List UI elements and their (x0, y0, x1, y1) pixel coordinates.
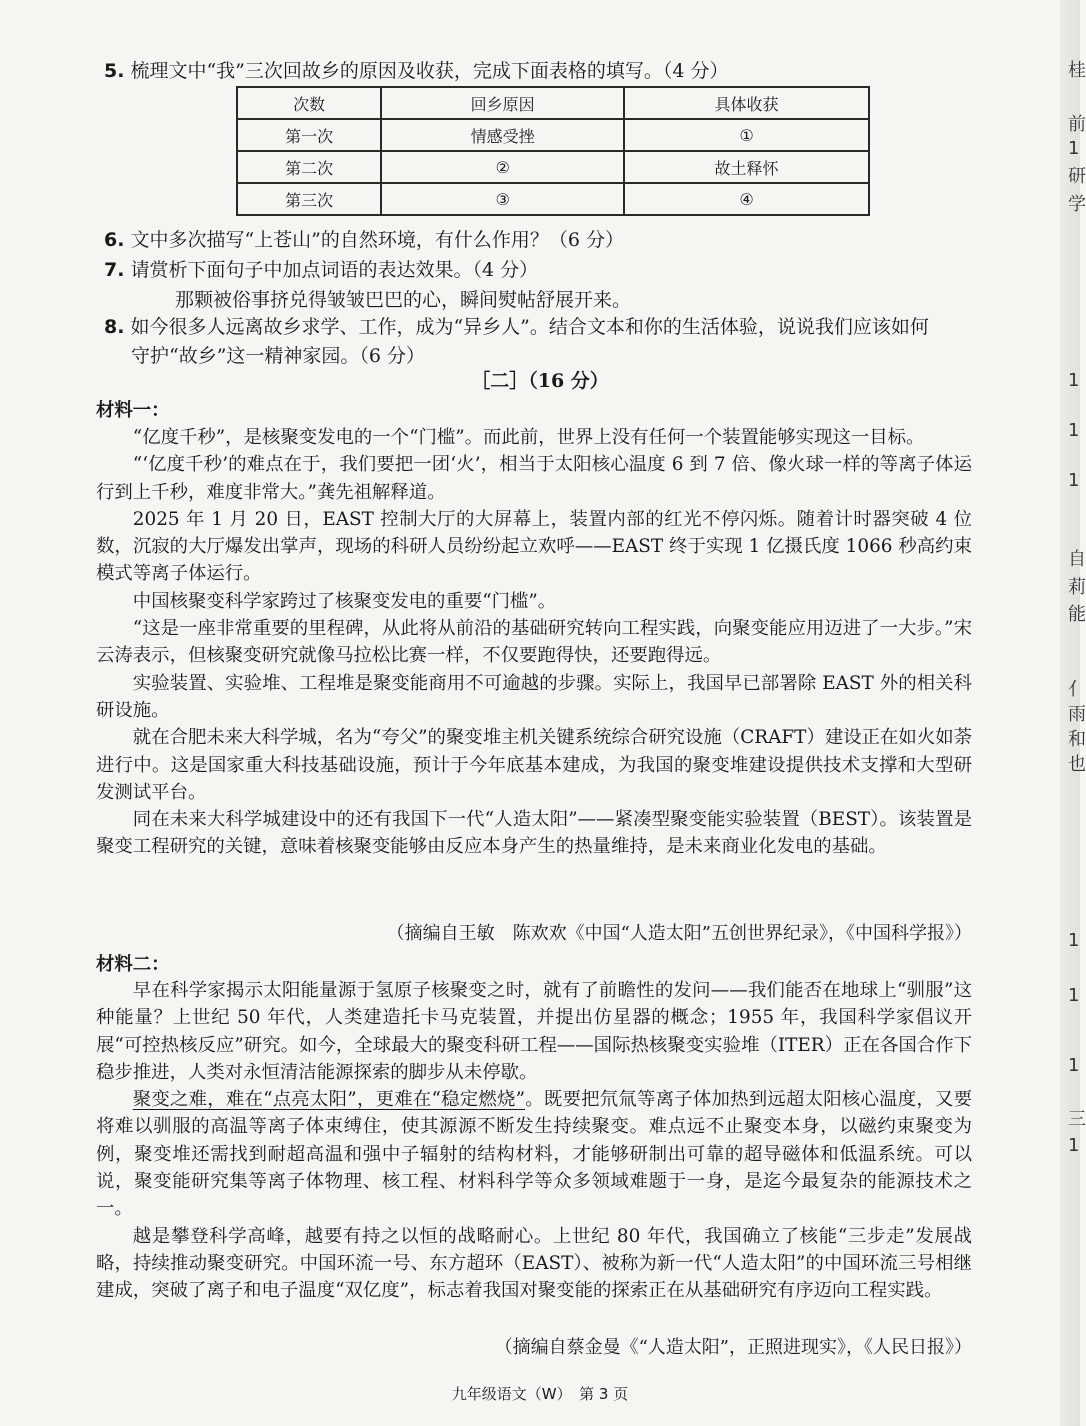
edge-char: 1 (1068, 985, 1080, 1006)
material-1-source: （摘编自王敏 陈欢欢《中国“人造太阳”五创世界纪录》，《中国科学报》） (386, 923, 972, 944)
summary-table (236, 86, 870, 216)
paragraph: 中国核聚变科学家跨过了核聚变发电的重要“门槛”。 (132, 590, 557, 612)
section-title: ［二］（16 分） (471, 370, 609, 392)
edge-char: 雨 (1068, 704, 1086, 725)
material-2-source: （摘编自蔡金曼《“人造太阳”，正照进现实》，《人民日报》） (494, 1337, 972, 1358)
edge-char: 三 (1068, 1109, 1086, 1130)
material-1-body (96, 424, 972, 861)
question-number: 7. (104, 259, 125, 281)
question-text: 请赏析下面句子中加点词语的表达效果。（4 分） (130, 259, 539, 281)
table-cell: ③ (381, 183, 624, 215)
edge-char: 1 (1068, 1055, 1080, 1076)
table-cell: 情感受挫 (381, 119, 624, 151)
table-cell: ① (624, 119, 869, 151)
page-footer: 九年级语文（W） 第 3 页 (451, 1385, 629, 1403)
edge-char: 1 (1068, 470, 1080, 491)
table-cell: 故土释怀 (624, 151, 869, 183)
edge-char: 1 (1068, 930, 1080, 951)
question-text: 梳理文中“我”三次回故乡的原因及收获，完成下面表格的填写。（4 分） (130, 60, 729, 82)
question-8 (104, 312, 929, 342)
table-row (237, 151, 869, 183)
edge-char: 能 (1068, 604, 1086, 625)
paragraph: “这是一座非常重要的里程碑，从此将从前沿的基础研究转向工程实践，向聚变能应用迈进了一大步。”宋云涛表示，但核聚变研究就像马拉松比赛一样，不仅要跑得快，还要跑得远。 (96, 618, 972, 667)
edge-char: 自 (1068, 549, 1086, 570)
paragraph (96, 1086, 972, 1222)
edge-char: 莉 (1068, 577, 1086, 598)
underlined-sentence: 聚变之难，难在“点亮太阳”，更难在“稳定燃烧” (132, 1089, 525, 1111)
table-cell: ② (381, 151, 624, 183)
paragraph: 实验装置、实验堆、工程堆是聚变能商用不可逾越的步骤。实际上，我国早已部署除 EAST 外的相关科研设施。 (96, 672, 972, 721)
edge-char: 亻 (1068, 679, 1086, 700)
paragraph: “亿度千秒”，是核聚变发电的一个“门槛”。而此前，世界上没有任何一个装置能够实现这一目标。 (132, 427, 925, 448)
edge-char: 研 (1068, 166, 1086, 187)
question-text-line1: 如今很多人远离故乡求学、工作，成为“异乡人”。结合文本和你的生活体验，说说我们应该如何 (130, 316, 929, 338)
table-row (237, 119, 869, 151)
edge-char: 1 (1068, 370, 1080, 391)
paragraph: 早在科学家揭示太阳能量源于氢原子核聚变之时，就有了前瞻性的发问——我们能否在地球上“驯服”这种能量？上世纪 50 年代，人类建造托卡马克装置，并提出仿星器的概念；1955 年，我国科学家倡议开展“可控热核反应”研究。如今，全球最大的聚变科研工程——国际热核聚变实验堆（ITER）正在各国合作下稳步推进，人类对永恒清洁能源探索的脚步从未停歇。 (96, 980, 972, 1083)
table-cell: 第三次 (237, 183, 381, 215)
paragraph: 2025 年 1 月 20 日，EAST 控制大厅的大屏幕上，装置内部的红光不停闪烁。随着计时器突破 4 位数，沉寂的大厅爆发出掌声，现场的科研人员纷纷起立欢呼——EAST 终于实现 1 亿摄氏度 1066 秒高约束模式等离子体运行。 (96, 508, 972, 585)
edge-char: 前 (1068, 114, 1086, 135)
table-cell: 第二次 (237, 151, 381, 183)
paragraph: “‘亿度千秒’的难点在于，我们要把一团‘火’，相当于太阳核心温度 6 到 7 倍、像火球一样的等离子体运行到上千秒，难度非常大。”龚先祖解释道。 (96, 454, 972, 503)
question-8-line2: 守护“故乡”这一精神家园。（6 分） (131, 345, 426, 367)
table-row (237, 183, 869, 215)
edge-char: 1 (1068, 420, 1080, 441)
adjacent-page-edge (1060, 0, 1086, 1426)
table-header-cell: 回乡原因 (381, 87, 624, 119)
edge-char: 桂 (1068, 60, 1086, 81)
paragraph: 就在合肥未来大科学城，名为“夸父”的聚变堆主机关键系统综合研究设施（CRAFT）建设正在如火如荼进行中。这是国家重大科技基础设施，预计于今年底基本建成，为我国的聚变堆建设提供技术支撑和大型研发测试平台。 (96, 727, 972, 803)
edge-char: 1 (1068, 138, 1080, 159)
question-number: 6. (104, 229, 125, 251)
question-text: 文中多次描写“上苍山”的自然环境，有什么作用？（6 分） (130, 229, 625, 251)
question-number: 5. (104, 60, 125, 82)
edge-char: 也 (1068, 754, 1086, 775)
paragraph-rest: 。既要把氘氚等离子体加热到远超太阳核心温度，又要将难以驯服的高温等离子体束缚住，使其源源不断发生持续聚变。难点远不止聚变本身，以磁约束聚变为例，聚变堆还需找到耐超高温和强中子辐射的结构材料，才能够研制出可靠的超导磁体和低温系统。可以说，聚变能研究集等离子体物理、核工程、材料科学等众多领域难题于一身，是迄今最复杂的能源技术之一。 (96, 1089, 972, 1220)
edge-char: 1 (1068, 1135, 1080, 1156)
material-2-label: 材料二： (96, 954, 170, 975)
table-cell: ④ (624, 183, 869, 215)
paragraph: 同在未来大科学城建设中的还有我国下一代“人造太阳”——紧凑型聚变能实验装置（BEST）。该装置是聚变工程研究的关键，意味着核聚变能够由反应本身产生的热量维持，是未来商业化发电的基础。 (96, 809, 972, 858)
question-5 (104, 56, 729, 86)
paragraph: 越是攀登科学高峰，越要有持之以恒的战略耐心。上世纪 80 年代，我国确立了核能“三步走”发展战略，持续推动聚变研究。中国环流一号、东方超环（EAST）、被称为新一代“人造太阳”的中国环流三号相继建成，突破了离子和电子温度“双亿度”，标志着我国对聚变能的探索正在从基础研究有序迈向工程实践。 (96, 1225, 972, 1302)
table-cell: 第一次 (237, 119, 381, 151)
table-header-cell: 次数 (237, 87, 381, 119)
question-number: 8. (104, 316, 125, 338)
question-7 (104, 255, 538, 285)
edge-char: 和 (1068, 729, 1086, 750)
quoted-sentence: 那颗被俗事挤兑得皱皱巴巴的心，瞬间熨帖舒展开来。 (175, 289, 632, 311)
material-2-body (96, 977, 972, 1305)
question-6 (104, 225, 624, 255)
table-header-row (237, 87, 869, 119)
edge-char: 学 (1068, 194, 1086, 215)
material-1-label: 材料一： (96, 400, 170, 421)
table-header-cell: 具体收获 (624, 87, 869, 119)
